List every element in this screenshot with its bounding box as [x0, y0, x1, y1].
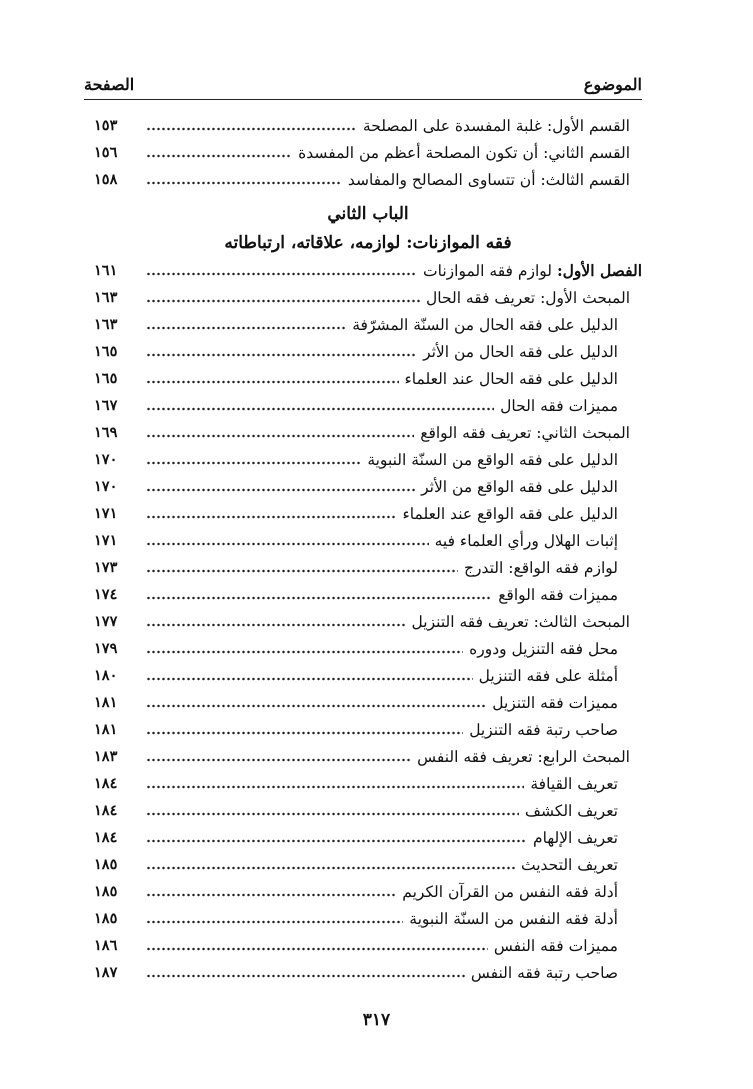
entry-label: القسم الثاني:	[543, 143, 630, 162]
entry-page: ١٦٥	[94, 343, 118, 360]
leader-dots	[146, 324, 346, 332]
entry-title: لوازم فقه الموازنات	[423, 262, 552, 280]
entry-label: القسم الأول:	[546, 116, 630, 135]
entry-title: تعريف فقه النفس	[417, 747, 533, 766]
leader-dots	[146, 864, 515, 872]
toc-entry[interactable]	[94, 554, 642, 581]
entry-page: ١٨٤	[94, 802, 118, 819]
entry-page: ١٨٥	[94, 910, 118, 927]
toc-entry[interactable]	[94, 770, 642, 797]
entry-label: القسم الثالث:	[540, 170, 630, 189]
entry-title: إثبات الهلال ورأي العلماء فيه	[434, 531, 618, 550]
entry-page: ١٧١	[94, 505, 118, 522]
entry-page: ١٨١	[94, 694, 118, 711]
entry-page: ١٧٠	[94, 478, 118, 495]
toc-entry[interactable]	[94, 635, 642, 662]
entry-page: ١٥٨	[94, 171, 118, 188]
toc-entry[interactable]	[94, 365, 642, 392]
entry-page: ١٨٥	[94, 856, 118, 873]
entry-title: أن تتساوى المصالح والمفاسد	[347, 170, 536, 189]
toc-entry[interactable]	[94, 473, 642, 500]
entry-title: الدليل على فقه الواقع من الأثر	[421, 477, 618, 496]
leader-dots	[146, 351, 417, 359]
entry-page: ١٧٤	[94, 586, 118, 603]
entry-page: ١٦٣	[94, 289, 118, 306]
header-rule	[84, 99, 642, 100]
toc-entry[interactable]	[94, 139, 642, 166]
part-title: الباب الثاني	[327, 203, 409, 224]
entry-page: ١٨٥	[94, 883, 118, 900]
leader-dots	[146, 513, 397, 521]
toc-entry[interactable]	[94, 932, 642, 959]
page-column-label: الصفحة	[84, 75, 135, 94]
toc-entry[interactable]	[94, 392, 642, 419]
entry-page: ١٦٧	[94, 397, 118, 414]
toc-entry-chapter[interactable]	[94, 257, 642, 284]
entry-title: الدليل على فقه الحال من الأثر	[423, 342, 618, 361]
entry-title: الدليل على فقه الحال من السنّة المشرّفة	[352, 315, 618, 334]
entry-title: تعريف فقه الواقع	[420, 423, 532, 442]
leader-dots	[146, 405, 494, 413]
entry-page: ١٨٠	[94, 667, 118, 684]
entry-page: ١٥٦	[94, 144, 118, 161]
leader-dots	[146, 810, 519, 818]
entry-title: لوازم فقه الواقع: التدرج	[463, 558, 618, 577]
leader-dots	[146, 378, 399, 386]
entry-page: ١٧٧	[94, 613, 118, 630]
leader-dots	[146, 486, 415, 494]
leader-dots	[146, 675, 473, 683]
toc-entry[interactable]	[94, 905, 642, 932]
entry-page: ١٧١	[94, 532, 118, 549]
leader-dots	[146, 918, 403, 926]
toc-entry[interactable]	[94, 959, 642, 986]
entry-title: تعريف الإلهام	[533, 828, 618, 847]
leader-dots	[146, 270, 417, 278]
page-number: ٣١٧	[362, 1010, 391, 1030]
leader-dots	[146, 729, 463, 737]
entry-title: أدلة فقه النفس من السنّة النبوية	[409, 909, 618, 928]
leader-dots	[146, 837, 527, 845]
leader-dots	[146, 891, 396, 899]
leader-dots	[146, 459, 361, 467]
part-subtitle: فقه الموازنات: لوازمه، علاقاته، ارتباطاته	[224, 232, 512, 253]
entry-title: تعريف فقه التنزيل	[411, 612, 529, 631]
leader-dots	[146, 972, 465, 980]
toc-entry[interactable]	[94, 689, 642, 716]
leader-dots	[146, 783, 524, 791]
toc-entry[interactable]	[94, 112, 642, 139]
entry-page: ١٦٥	[94, 370, 118, 387]
entry-title: محل فقه التنزيل ودوره	[469, 639, 618, 658]
entry-title: صاحب رتبة فقه النفس	[470, 963, 618, 982]
toc-entry-section[interactable]	[94, 608, 642, 635]
entry-title: مميزات فقه النفس	[493, 936, 618, 955]
topic-column-label: الموضوع	[583, 75, 642, 94]
entry-page: ١٧٩	[94, 640, 118, 657]
entry-page: ١٦٩	[94, 424, 118, 441]
entry-title: أن تكون المصلحة أعظم من المفسدة	[298, 143, 539, 162]
entry-page: ١٧٠	[94, 451, 118, 468]
toc-entry[interactable]	[94, 311, 642, 338]
toc-header	[84, 66, 642, 94]
leader-dots	[146, 125, 357, 133]
toc-entry[interactable]	[94, 878, 642, 905]
leader-dots	[146, 756, 411, 764]
toc-entry[interactable]	[94, 662, 642, 689]
entry-title: الدليل على فقه الواقع عند العلماء	[402, 504, 618, 523]
leader-dots	[146, 179, 342, 187]
entry-page: ١٨٦	[94, 937, 118, 954]
leader-dots	[146, 540, 429, 548]
entry-title: صاحب رتبة فقه التنزيل	[469, 720, 618, 739]
entry-page: ١٥٣	[94, 117, 118, 134]
leader-dots	[146, 432, 414, 440]
leader-dots	[146, 594, 492, 602]
entry-title: الدليل على فقه الحال عند العلماء	[404, 369, 618, 388]
leader-dots	[146, 621, 406, 629]
entry-title: تعريف القيافة	[530, 774, 618, 793]
leader-dots	[146, 945, 488, 953]
toc-entry[interactable]	[94, 500, 642, 527]
toc-entry[interactable]	[94, 716, 642, 743]
toc-list	[94, 112, 642, 986]
entry-label: الفصل الأول:	[556, 261, 642, 280]
leader-dots	[146, 648, 463, 656]
entry-label: المبحث الثاني:	[536, 423, 630, 442]
toc-entry[interactable]	[94, 851, 642, 878]
toc-entry[interactable]	[94, 527, 642, 554]
entry-page: ١٨٤	[94, 829, 118, 846]
entry-title: مميزات فقه الواقع	[498, 585, 618, 604]
toc-entry-section[interactable]	[94, 419, 642, 446]
leader-dots	[146, 702, 486, 710]
toc-entry[interactable]	[94, 166, 642, 193]
entry-title: الدليل على فقه الواقع من السنّة النبوية	[367, 450, 618, 469]
entry-page: ١٧٣	[94, 559, 118, 576]
entry-title: أمثلة على فقه التنزيل	[478, 666, 618, 685]
toc-entry[interactable]	[94, 338, 642, 365]
entry-title: تعريف الكشف	[524, 801, 618, 820]
entry-label: المبحث الأول:	[540, 288, 630, 307]
entry-page: ١٦٣	[94, 316, 118, 333]
entry-page: ١٨٣	[94, 748, 118, 765]
toc-entry-section[interactable]	[94, 743, 642, 770]
entry-label: المبحث الرابع:	[537, 747, 630, 766]
entry-page: ١٨١	[94, 721, 118, 738]
toc-entry[interactable]	[94, 824, 642, 851]
entry-title: أدلة فقه النفس من القرآن الكريم	[402, 882, 618, 901]
entry-page: ١٨٤	[94, 775, 118, 792]
entry-title: تعريف فقه الحال	[425, 288, 536, 307]
toc-entry[interactable]	[94, 581, 642, 608]
entry-page: ١٨٧	[94, 964, 118, 981]
entry-title: مميزات فقه الحال	[500, 396, 618, 415]
leader-dots	[146, 567, 458, 575]
entry-title: مميزات فقه التنزيل	[492, 693, 618, 712]
entry-label: المبحث الثالث:	[533, 612, 630, 631]
toc-entry[interactable]	[94, 797, 642, 824]
toc-entry[interactable]	[94, 446, 642, 473]
entry-title: تعريف التحديث	[520, 855, 618, 874]
leader-dots	[146, 297, 420, 305]
leader-dots	[146, 152, 292, 160]
toc-entry-section[interactable]	[94, 284, 642, 311]
entry-title: غلبة المفسدة على المصلحة	[362, 116, 542, 135]
entry-page: ١٦١	[94, 262, 118, 279]
